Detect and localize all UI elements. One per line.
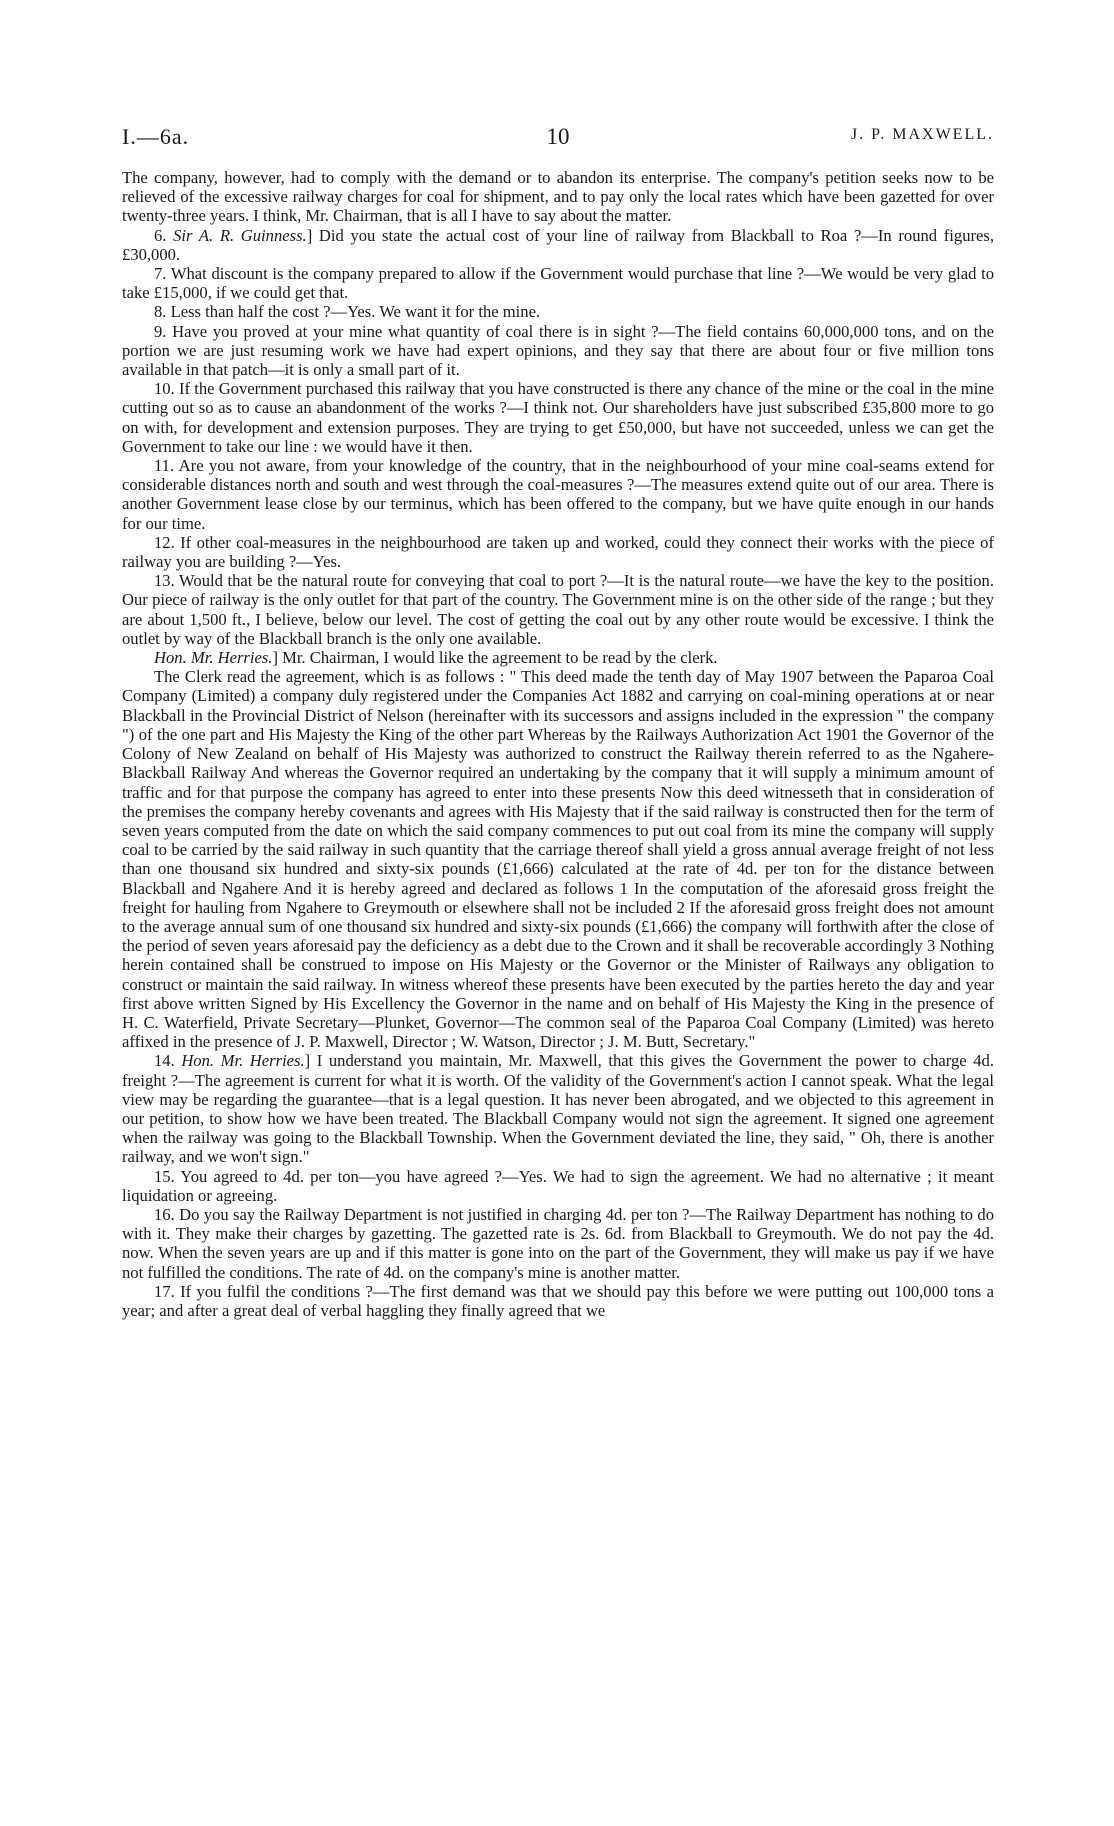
speaker-name: Sir A. R. Guinness.: [173, 225, 307, 245]
paragraph-q7: 7. What discount is the company prepared to allow if the Government would purchase that line ?—We would be very glad to take £15,000, if we could get that.: [122, 264, 994, 303]
paragraph-q15: 15. You agreed to 4d. per ton—you have agreed ?—Yes. We had to sign the agreement. We had no alternative ; it meant liquidation or agreeing.: [122, 1166, 994, 1205]
paragraph-intro: The company, however, had to comply with the demand or to abandon its enterprise. The company's petition seeks now to be relieved of the excessive railway charges for coal for shipment, and to pay only the local rates which have been gazetted for over twenty-three years. I think, Mr. Chairman, that is all I have to say about the matter.: [122, 168, 994, 226]
paragraph-q11: 11. Are you not aware, from your knowledge of the country, that in the neighbourhood of your mine coal-seams extend for considerable distances north and south and west through the coal-measures ?—The measures extend quite out of our area. There is another Government lease close by our terminus, which has been offered to the company, but we have quite enough in our hands for our time.: [122, 456, 994, 533]
question-number: 14.: [154, 1051, 182, 1071]
paragraph-q16: 16. Do you say the Railway Department is not justified in charging 4d. per ton ?—The Railway Department has nothing to do with it. They make their charges by gazetting. The gazetted rate is 2s. 6d. from Blackball to Greymouth. We do not pay the 4d. now. When the seven years are up and if this matter is gone into on the part of the Government, they will make us pay if we have not fulfilled the conditions. The rate of 4d. on the company's mine is another matter.: [122, 1204, 994, 1282]
paragraph-q12: 12. If other coal-measures in the neighbourhood are taken up and worked, could they connect their works with the piece of railway you are building ?—Yes.: [122, 532, 994, 572]
paragraph-q14: [122, 1051, 994, 1166]
paragraph-q9: 9. Have you proved at your mine what quantity of coal there is in sight ?—The field contains 60,000,000 tons, and on the portion we are just resuming work we have had expert opinions, and they say that there are about four or five million tons available in that patch—it is only a small part of it.: [122, 321, 994, 380]
paragraph-q8: 8. Less than half the cost ?—Yes. We want it for the mine.: [154, 302, 541, 322]
paragraph-text: ] Mr. Chairman, I would like the agreement to be read by the clerk.: [272, 648, 718, 668]
paragraph-agreement: The Clerk read the agreement, which is as follows : " This deed made the tenth day of May 1907 between the Paparoa Coal Company (Limited) a company duly registered under the Companies Act 1882 and carrying on coal-mining operations at or near Blackball in the Provincial District of Nelson (hereinafter with its successors and assigns included in the expression " the company ") of the one part and His Majesty the King of the other part Whereas by the Railways Authorization Act 1901 the Governor of the Colony of New Zealand on behalf of His Majesty was authorized to construct the Railway therein referred to as the Ngahere-Blackball Railway And whereas the Governor required an undertaking by the company that it will supply a minimum amount of traffic and for that purpose the company has agreed to enter into these presents Now this deed witnesseth that in consideration of the premises the company hereby covenants and agrees with His Majesty that if the said railway is constructed then for the term of seven years computed from the date on which the said company commences to put out coal from its mine the company will supply coal to be carried by the said railway in such quantity that the carriage thereof shall yield a gross annual average freight of not less than one thousand six hundred and sixty-six pounds (£1,666) calculated at the rate of 4d. per ton for the distance between Blackball and Ngahere And it is hereby agreed and declared as follows 1 In the computation of the aforesaid gross freight the freight for hauling from Ngahere to Greymouth or elsewhere shall not be included 2 If the aforesaid gross freight does not amount to the average annual sum of one thousand six hundred and sixty-six pounds (£1,666) the company will forthwith after the close of the period of seven years aforesaid pay the deficiency as a debt due to the Crown and it shall be recoverable accordingly 3 Nothing herein contained shall be construed to impose on His Majesty or the Governor or the Minister of Railways any obligation to construct or maintain the said railway. In witness whereof these presents have been executed by the parties hereto the day and year first above written Signed by His Excellency the Governor in the name and on behalf of His Majesty the King in the presence of H. C. Waterfield, Private Secretary—Plunket, Governor—The common seal of the Paparoa Coal Company (Limited) was hereto affixed in the presence of J. P. Maxwell, Director ; W. Watson, Director ; J. M. Butt, Secretary.": [122, 667, 994, 1052]
header-reference: I.—6a.: [122, 124, 190, 149]
paragraph-text: ] Did you state the actual cost of your line of railway from Blackball to Roa ?—In round figures, £30,000.: [122, 225, 995, 264]
page-number: 10: [546, 124, 570, 149]
question-number: 6.: [154, 225, 174, 245]
paragraph-herries-request: [122, 648, 994, 667]
header-witness-name: J. P. MAXWELL.: [850, 126, 994, 143]
speaker-name: Hon. Mr. Herries.: [181, 1051, 305, 1071]
speaker-name: Hon. Mr. Herries.: [154, 648, 273, 668]
paragraph-q6: [122, 226, 994, 264]
document-page: [122, 124, 994, 1320]
paragraph-q10: 10. If the Government purchased this railway that you have constructed is there any chance of the mine or the coal in the mine cutting out so as to cause an abandonment of the works ?—I think not. Our shareholders have just subscribed £35,800 more to go on with, for development and extension purposes. They are trying to get £50,000, but have not succeeded, unless we can get the Government to take our line : we would have it then.: [122, 379, 994, 456]
paragraph-q13: 13. Would that be the natural route for conveying that coal to port ?—It is the natural route—we have the key to the position. Our piece of railway is the only outlet for that part of the country. The Government mine is on the other side of the range ; but they are about 1,500 ft., I believe, below our level. The cost of getting the coal out by any other route would be excessive. I think the outlet by way of the Blackball branch is the only one available.: [122, 571, 994, 648]
document-body: [122, 168, 994, 1320]
page-header: [122, 124, 994, 158]
paragraph-text: ] I understand you maintain, Mr. Maxwell, that this gives the Government the power to charge 4d. freight ?—The agreement is current for what it is worth. Of the validity of the Government's action I cannot speak. What the legal view may be regarding the guarantee—that is a legal question. It has never been abrogated, and we objected to this agreement in our petition, to show how we have been treated. The Blackball Company would not sign the agreement. It signed one agreement when the railway was going to the Blackball Township. When the Government deviated the line, they said, " Oh, there is another railway, and we won't sign.": [122, 1051, 994, 1167]
paragraph-q17: 17. If you fulfil the conditions ?—The first demand was that we should pay this before we were putting out 100,000 tons a year; and after a great deal of verbal haggling they finally agreed that we: [122, 1281, 994, 1320]
